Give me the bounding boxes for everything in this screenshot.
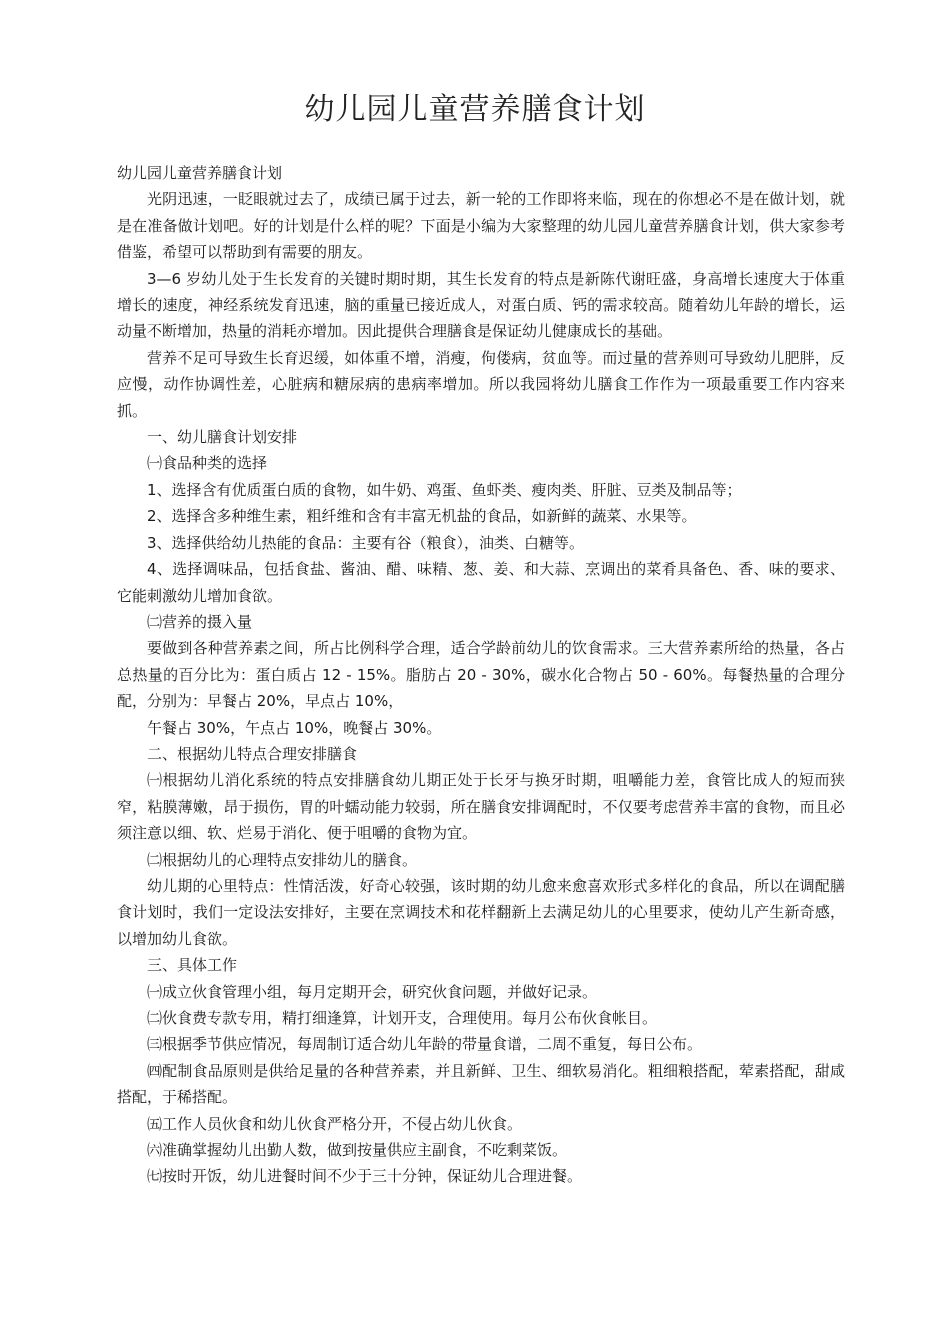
paragraph-meal-split: 午餐占 30%，午点占 10%，晚餐占 30%。 [147, 718, 442, 737]
paragraph-intro: 光阴迅速，一眨眼就过去了，成绩已属于过去，新一轮的工作即将来临，现在的你想必不是在做计划，就是在准备做计划吧。好的计划是什么样的呢？下面是小编为大家整理的幼儿园儿童营养膳食计划，供大家参考借鉴，希望可以帮助到有需要的朋友。 [117, 190, 845, 262]
document-subtitle: 幼儿园儿童营养膳食计划 [117, 164, 283, 182]
list-item: ㈡伙食费专款专用，精打细逢算，计划开支，合理使用。每月公布伙食帐目。 [147, 1009, 658, 1027]
list-item: 2、选择含多种维生素，粗纤维和含有丰富无机盐的食品，如新鲜的蔬菜、水果等。 [147, 507, 697, 526]
section-heading-1: 一、幼儿膳食计划安排 [147, 428, 298, 447]
list-item: ㈠成立伙食管理小组，每月定期开会，研究伙食问题，并做好记录。 [147, 982, 598, 1001]
list-item: ㈢根据季节供应情况，每周制订适合幼儿年龄的带量食谱，二周不重复，每日公布。 [147, 1035, 703, 1054]
paragraph-nutrition-risk: 营养不足可导致生长育迟缓，如体重不增，消瘦，佝偻病，贫血等。而过量的营养则可导致幼儿肥胖，反应慢，动作协调性差，心脏病和糖尿病的患病率增加。所以我园将幼儿膳食工作作为一项最重要工作内容来抓。 [117, 348, 845, 420]
paragraph-intake: 要做到各种营养素之间，所占比例科学合理，适合学龄前幼儿的饮食需求。三大营养素所给的热量，各占总热量的百分比为：蛋白质占 12 - 15%。脂肪占 20 - 30%，碳水化合物占 50 - 60%。每餐热量的合理分配，分别为：早餐占 20%，早点占 10%， [117, 639, 845, 711]
section-heading-2: 二、根据幼儿特点合理安排膳食 [147, 744, 358, 763]
paragraph-growth: 3—6 岁幼儿处于生长发育的关键时期时期，其生长发育的特点是新陈代谢旺盛，身高增长速度大于体重增长的速度，神经系统发育迅速，脑的重量已接近成人，对蛋白质、钙的需求较高。随着幼儿年龄的增长，运动量不断增加，热量的消耗亦增加。因此提供合理膳食是保证幼儿健康成长的基础。 [117, 269, 845, 341]
list-item: ㈥准确掌握幼儿出勤人数，做到按量供应主副食，不吃剩菜饭。 [147, 1141, 568, 1160]
subheading-psychology: ㈡根据幼儿的心理特点安排幼儿的膳食。 [147, 850, 418, 869]
document-title: 幼儿园儿童营养膳食计划 [304, 92, 646, 127]
paragraph-digestive: ㈠根据幼儿消化系统的特点安排膳食幼儿期正处于长牙与换牙时期，咀嚼能力差，食管比成人的短而狭窄，粘膜薄嫩，昂于损伤，胃的叶蠕动能力较弱，所在膳食安排调配时，不仅要考虑营养丰富的食物，而且必须注意以细、软、烂易于消化、便于咀嚼的食物为宜。 [117, 771, 845, 843]
document-body [117, 160, 845, 1190]
list-item: 1、选择含有优质蛋白质的食物，如牛奶、鸡蛋、鱼虾类、瘦肉类、肝脏、豆类及制品等； [147, 480, 742, 499]
subheading-intake: ㈡营养的摄入量 [147, 612, 253, 631]
list-item: ㈦按时开饭，幼儿进餐时间不少于三十分钟，保证幼儿合理进餐。 [147, 1167, 583, 1186]
paragraph-psychology: 幼儿期的心里特点：性情活泼，好奇心较强，该时期的幼儿愈来愈喜欢形式多样化的食品，所以在调配膳食计划时，我们一定设法安排好，主要在烹调技术和花样翻新上去满足幼儿的心里要求，使幼儿产生新奇感，以增加幼儿食欲。 [117, 876, 845, 948]
list-item: 4、选择调味品，包括食盐、酱油、醋、味精、葱、姜、和大蒜、烹调出的菜肴具备色、香、味的要求、它能刺激幼儿增加食欲。 [117, 560, 845, 605]
list-item: 3、选择供给幼儿热能的食品：主要有谷（粮食），油类、白糖等。 [147, 533, 585, 552]
subheading-food-types: ㈠食品种类的选择 [147, 454, 268, 473]
list-item: ㈤工作人员伙食和幼儿伙食严格分开，不侵占幼儿伙食。 [147, 1114, 523, 1133]
list-item: ㈣配制食品原则是供给足量的各种营养素，并且新鲜、卫生、细软易消化。粗细粮搭配，荤素搭配，甜咸搭配，于稀搭配。 [117, 1061, 845, 1107]
section-heading-3: 三、具体工作 [147, 956, 238, 975]
